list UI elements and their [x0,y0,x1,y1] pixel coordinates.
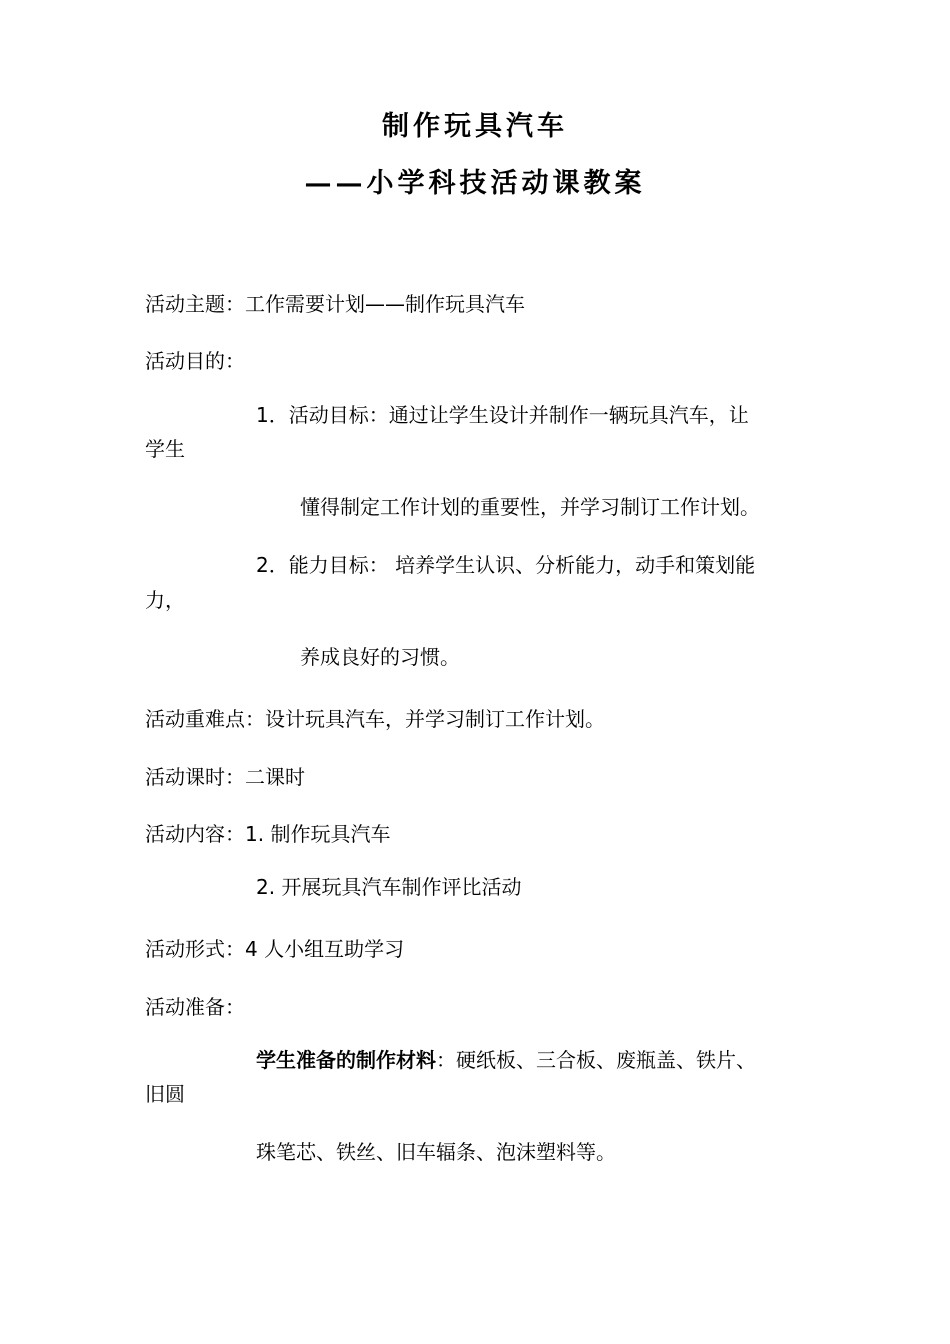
goal-item-2-continued: 养成良好的习惯。 [300,645,460,669]
goal-item-2-wrap: 力， [145,588,185,612]
preparation-label: 活动准备： [145,995,245,1019]
document-subtitle: ——小学科技活动课教案 [304,168,646,199]
materials-row [256,1047,756,1073]
hours-label: 活动课时： [145,765,245,789]
theme-value: 工作需要计划——制作玩具汽车 [245,292,525,316]
form-label: 活动形式： [145,937,245,961]
goal-item-2: 2．能力目标： 培养学生认识、分析能力，动手和策划能 [256,553,756,577]
key-points-row [145,706,605,732]
materials-list: ：硬纸板、三合板、废瓶盖、铁片、 [436,1048,756,1072]
document-title: 制作玩具汽车 [382,111,568,142]
form-row [145,936,404,962]
theme-label: 活动主题： [145,292,245,316]
goals-label: 活动目的： [145,349,245,373]
content-item-1: 1. 制作玩具汽车 [245,822,391,846]
hours-value: 二课时 [245,765,305,789]
key-points-label: 活动重难点： [145,707,265,731]
materials-label: 学生准备的制作材料 [256,1048,436,1072]
content-row [145,821,390,847]
content-item-2: 2. 开展玩具汽车制作评比活动 [256,875,522,899]
key-points-value: 设计玩具汽车，并学习制订工作计划。 [265,707,605,731]
goal-item-1-wrap: 学生 [145,437,185,461]
form-value: 4 人小组互助学习 [245,937,405,961]
goal-item-1: 1．活动目标：通过让学生设计并制作一辆玩具汽车，让 [256,403,749,427]
theme-row [145,291,525,317]
materials-wrap: 旧圆 [145,1082,185,1106]
goal-item-1-continued: 懂得制定工作计划的重要性，并学习制订工作计划。 [300,495,760,519]
hours-row [145,764,305,790]
content-label: 活动内容： [145,822,245,846]
materials-continued: 珠笔芯、铁丝、旧车辐条、泡沫塑料等。 [256,1140,616,1164]
